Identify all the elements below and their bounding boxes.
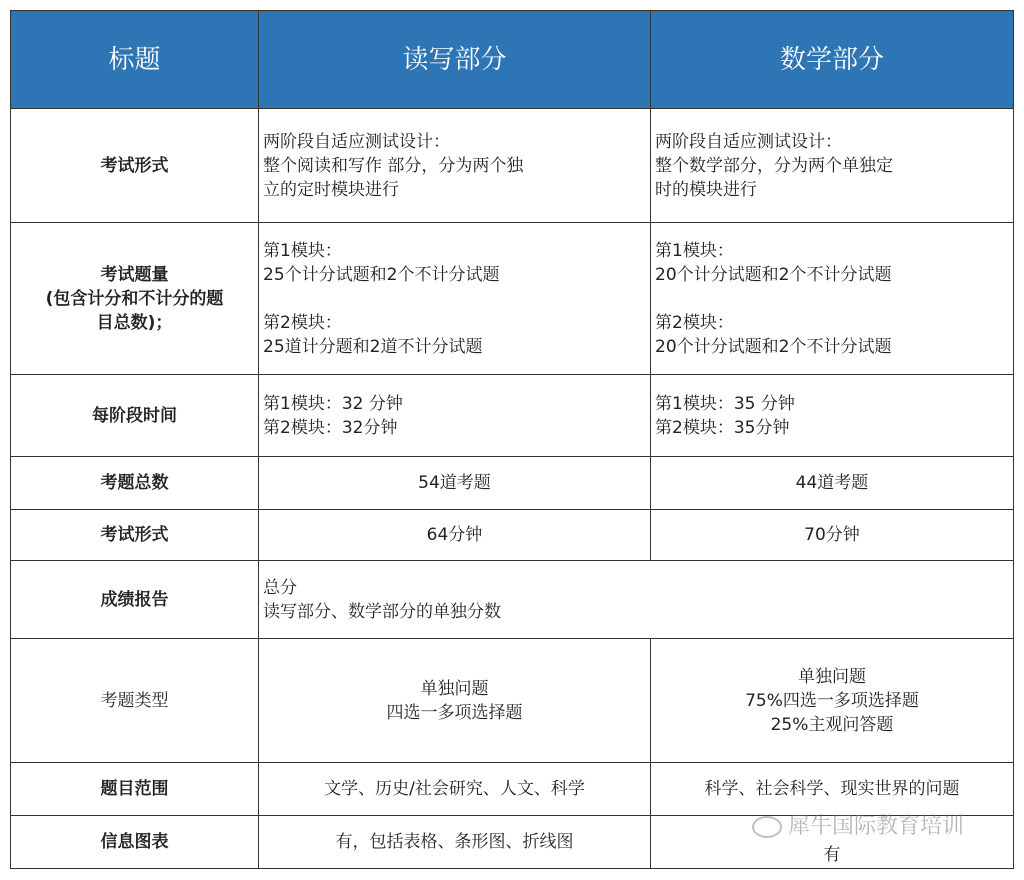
wechat-icon [752,816,782,838]
cell-line: 75%四选一多项选择题 [745,690,919,711]
cell-line: 单独问题 [798,666,866,687]
row-label [11,223,259,375]
cell-line: 25个计分试题和2个不计分试题 [263,264,500,285]
row-label: 题目范围 [11,763,259,816]
cell-line: 第2模块：35分钟 [655,417,790,438]
rw-cell [259,375,651,457]
sat-comparison-table [10,10,1014,869]
cell-line: (包含计分和不计分的题 [45,288,224,309]
header-title: 标题 [11,11,259,109]
row-label: 考试形式 [11,510,259,561]
math-cell: 科学、社会科学、现实世界的问题 [651,763,1014,816]
cell-line: 第1模块： [655,240,734,261]
rw-cell [259,223,651,375]
table-row [11,223,1014,375]
cell-line: 第1模块：35 分钟 [655,393,795,414]
table-row [11,109,1014,223]
rw-cell [259,109,651,223]
table-row [11,639,1014,763]
cell-line: 第1模块： [263,240,342,261]
math-cell: 70分钟 [651,510,1014,561]
cell-line: 总分 [263,577,297,598]
rw-cell: 文学、历史/社会研究、人文、科学 [259,763,651,816]
rw-cell: 54道考题 [259,457,651,510]
cell-line: 整个数学部分，分为两个单独定 [655,155,893,176]
math-cell: 有 [651,816,1014,869]
cell-line: 20个计分试题和2个不计分试题 [655,336,892,357]
table-row [11,457,1014,510]
header-row [11,11,1014,109]
cell-line: 单独问题 [420,678,489,699]
cell-line: 25%主观问答题 [770,714,894,735]
cell-line: 第2模块： [263,312,342,333]
cell-line: 20个计分试题和2个不计分试题 [655,264,892,285]
cell-line: 第2模块： [655,312,734,333]
cell-line: 时的模块进行 [655,179,757,200]
cell-line: 读写部分、数学部分的单独分数 [263,601,501,622]
table-row [11,763,1014,816]
cell-line: 整个阅读和写作 部分，分为两个独 [263,155,524,176]
row-label: 成绩报告 [11,561,259,639]
rw-cell [259,639,651,763]
watermark-text: 犀牛国际教育培训 [788,814,965,839]
math-cell: 44道考题 [651,457,1014,510]
cell-line: 第2模块：32分钟 [263,417,398,438]
cell-line: 两阶段自适应测试设计： [655,131,842,152]
merged-cell [259,561,1014,639]
row-label: 信息图表 [11,816,259,869]
cell-line: 立的定时模块进行 [263,179,399,200]
cell-line: 目总数)； [96,312,173,333]
math-cell [651,375,1014,457]
math-cell [651,639,1014,763]
cell-line: 考试题量 [100,264,169,285]
row-label: 每阶段时间 [11,375,259,457]
header-reading-writing: 读写部分 [259,11,651,109]
rw-cell: 有，包括表格、条形图、折线图 [259,816,651,869]
header-math: 数学部分 [651,11,1014,109]
cell-line: 两阶段自适应测试设计： [263,131,450,152]
math-cell [651,109,1014,223]
math-cell [651,223,1014,375]
table-row [11,561,1014,639]
table-row [11,510,1014,561]
table-row [11,375,1014,457]
cell-line: 第1模块：32 分钟 [263,393,403,414]
row-label: 考题总数 [11,457,259,510]
watermark [752,815,964,839]
cell-line: 25道计分题和2道不计分试题 [263,336,483,357]
row-label: 考试形式 [11,109,259,223]
row-label: 考题类型 [11,639,259,763]
rw-cell: 64分钟 [259,510,651,561]
cell-line: 四选一多项选择题 [386,702,523,723]
